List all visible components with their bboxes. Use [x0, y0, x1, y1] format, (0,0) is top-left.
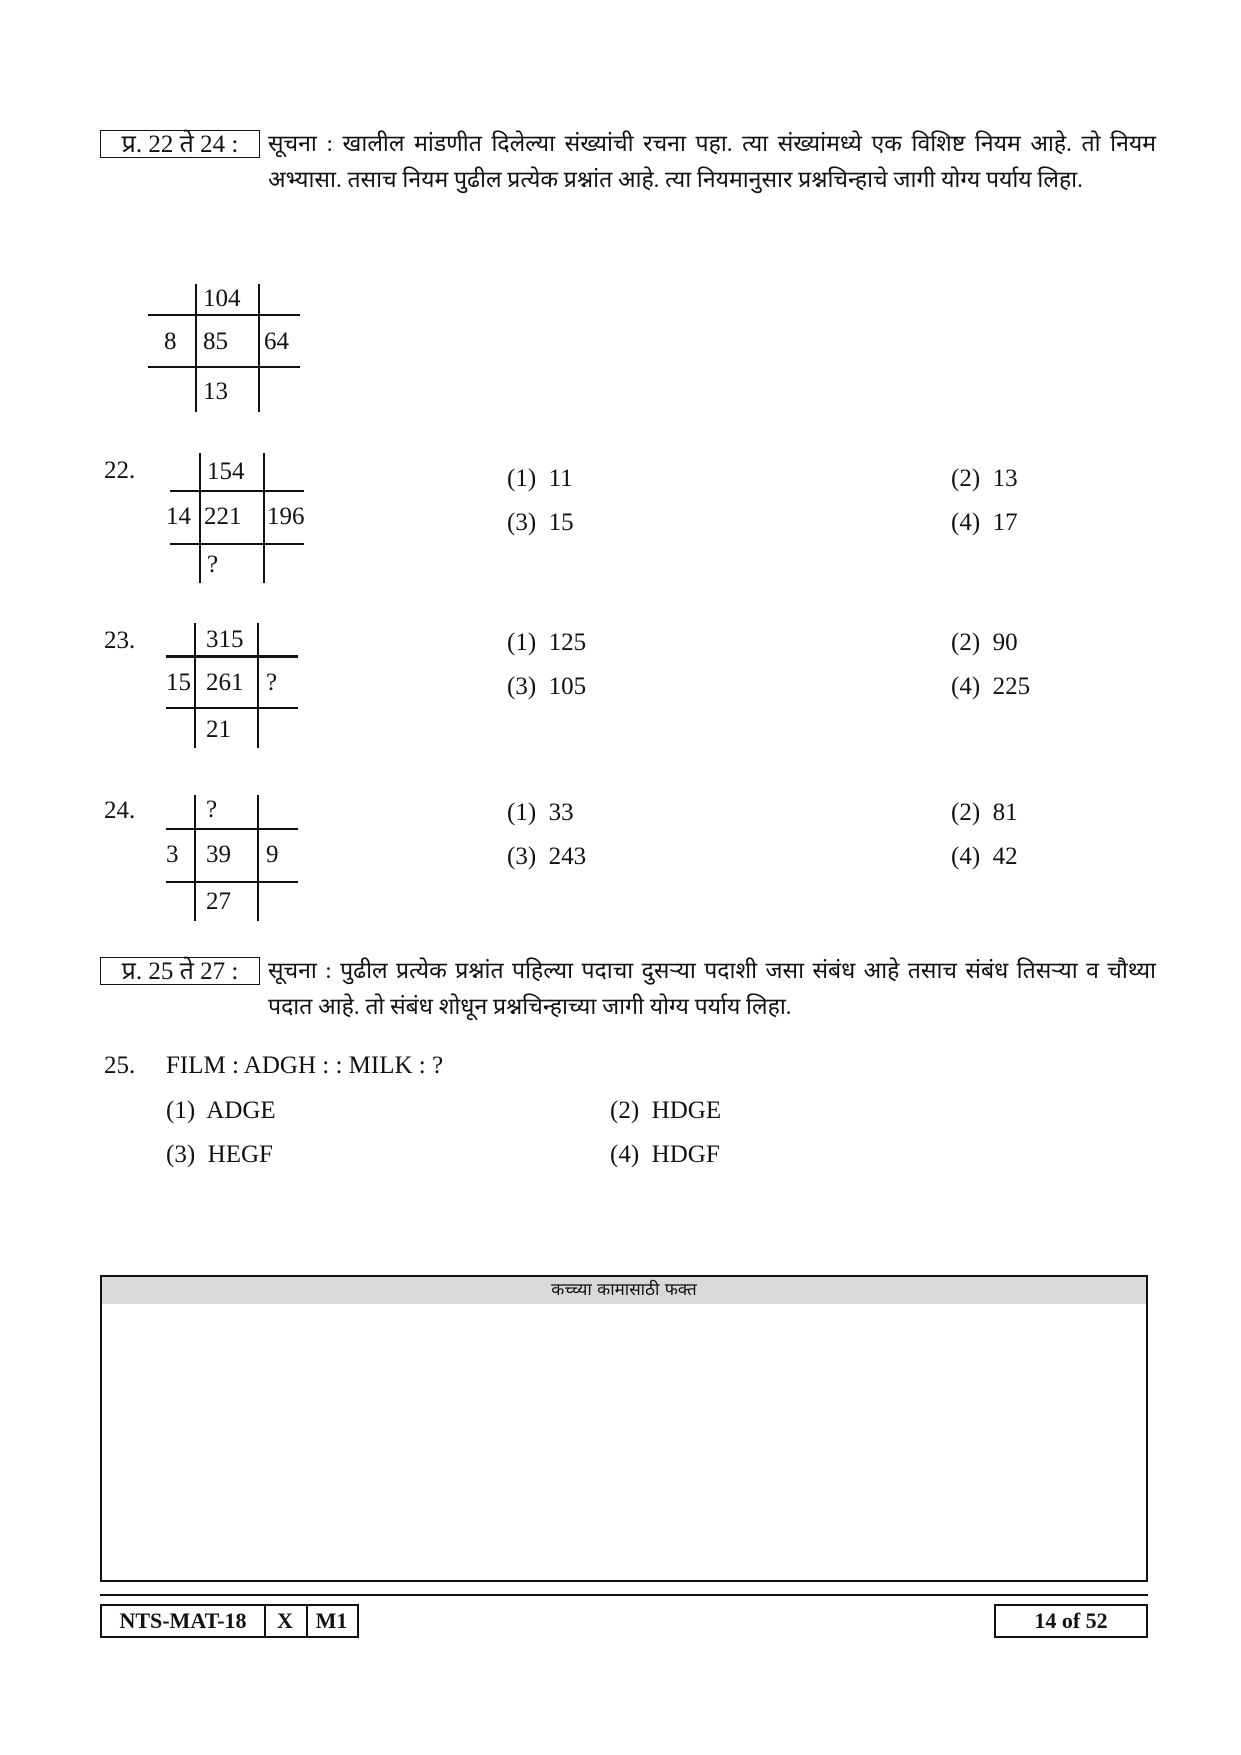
grid-left: 3: [166, 841, 179, 868]
option-3: (3) 243: [507, 843, 587, 870]
question-grid: [166, 623, 326, 751]
option-1: (1) 125: [507, 629, 587, 656]
option-3: (3) HEGF: [166, 1141, 273, 1168]
section-tag-22-24: प्र. 22 ते 24 :: [100, 130, 260, 158]
question-number: 23.: [104, 627, 136, 654]
option-3: (3) 105: [507, 673, 587, 700]
question-text: FILM : ADGH : : MILK : ?: [166, 1052, 444, 1079]
option-1: (1) ADGE: [166, 1097, 276, 1124]
option-2: (2) 13: [951, 465, 1018, 492]
rough-work-title: कच्च्या कामासाठी फक्त: [102, 1277, 1146, 1304]
section-instruction-25-27: सूचना : पुढील प्रत्येक प्रश्नांत पहिल्या पदाचा दुसऱ्या पदाशी जसा संबंध आहे तसाच संबंध तिसऱ्या व चौथ्या पदात आहे. तो संबंध शोधून प्रश्नचिन्हाच्या जागी योग्य पर्याय लिहा.: [268, 958, 1156, 1019]
paper-code-box: [100, 1604, 359, 1638]
grid-center: 85: [203, 328, 228, 355]
grid-right: 64: [264, 328, 289, 355]
option-4: (4) 42: [951, 843, 1018, 870]
page-number: 14 of 52: [994, 1604, 1148, 1638]
grid-bottom: ?: [207, 551, 219, 578]
question-number: 25.: [104, 1052, 136, 1079]
section-tag-25-27: प्र. 25 ते 27 :: [100, 957, 260, 985]
class-label: X: [264, 1606, 308, 1636]
grid-right: 9: [266, 841, 279, 868]
example-grid: [148, 284, 308, 412]
option-2: (2) HDGE: [610, 1097, 722, 1124]
option-4: (4) HDGF: [610, 1141, 720, 1168]
option-4: (4) 17: [951, 509, 1018, 536]
paper-code: NTS-MAT-18: [102, 1606, 266, 1636]
grid-top: 104: [203, 285, 241, 312]
grid-bottom: 21: [206, 716, 231, 743]
section-instruction-22-24: सूचना : खालील मांडणीत दिलेल्या संख्यांची रचना पहा. त्या संख्यांमध्ये एक विशिष्ट नियम आहे. तो नियम अभ्यासा. तसाच नियम पुढील प्रत्येक प्रश्नांत आहे. त्या नियमानुसार प्रश्नचिन्हाचे जागी योग्य पर्याय लिहा.: [268, 131, 1156, 192]
question-number: 24.: [104, 797, 136, 824]
grid-right: ?: [266, 669, 278, 696]
rough-work-box: [100, 1275, 1148, 1582]
option-1: (1) 11: [507, 465, 573, 492]
grid-top: 315: [206, 626, 244, 653]
option-2: (2) 90: [951, 629, 1018, 656]
question-number: 22.: [104, 457, 136, 484]
grid-top: ?: [206, 796, 218, 823]
grid-left: 14: [166, 503, 191, 530]
grid-top: 154: [207, 458, 245, 485]
option-3: (3) 15: [507, 509, 574, 536]
option-1: (1) 33: [507, 799, 574, 826]
grid-bottom: 13: [203, 378, 228, 405]
grid-right: 196: [267, 503, 305, 530]
option-4: (4) 225: [951, 673, 1031, 700]
grid-center: 221: [204, 503, 242, 530]
grid-center: 39: [206, 841, 231, 868]
question-grid: [166, 795, 326, 923]
grid-center: 261: [206, 669, 244, 696]
grid-left: 15: [166, 669, 191, 696]
medium-label: M1: [315, 1608, 348, 1633]
grid-bottom: 27: [206, 888, 231, 915]
grid-left: 8: [164, 328, 177, 355]
footer-rule: [100, 1594, 1148, 1596]
question-grid: [166, 453, 330, 581]
option-2: (2) 81: [951, 799, 1018, 826]
